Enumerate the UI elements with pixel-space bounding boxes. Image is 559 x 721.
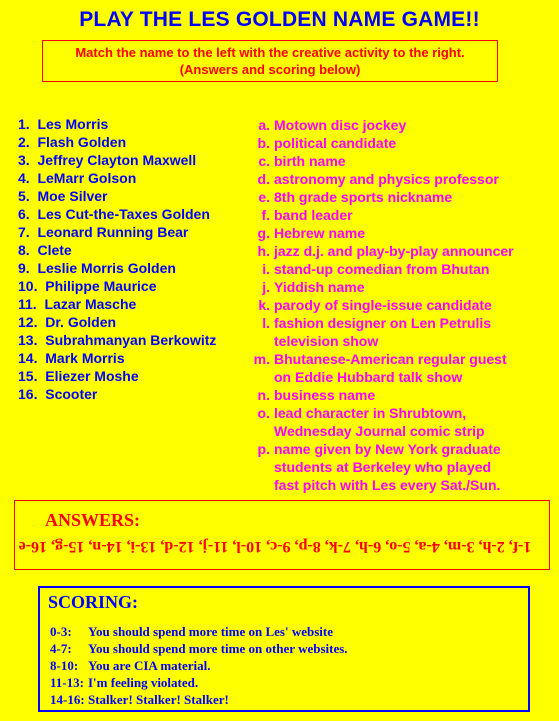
name-number: 10. bbox=[18, 278, 38, 294]
name-item bbox=[18, 295, 216, 313]
activity-letter: f. bbox=[261, 207, 270, 223]
activity-text: band leader bbox=[274, 207, 353, 223]
activity-letter: l. bbox=[262, 315, 270, 331]
activity-letter: b. bbox=[257, 135, 270, 151]
name-text: Leonard Running Bear bbox=[37, 224, 189, 240]
activity-letter: i. bbox=[262, 261, 270, 277]
name-item bbox=[18, 187, 216, 205]
activity-text: 8th grade sports nickname bbox=[274, 189, 453, 205]
name-text: LeMarr Golson bbox=[37, 170, 137, 186]
name-item bbox=[18, 367, 216, 385]
activity-text: Bhutanese-American regular guest on Eddie Hubbard talk show bbox=[274, 351, 507, 385]
scoring-text: You should spend more time on Les' website bbox=[88, 624, 333, 639]
scoring-row bbox=[50, 623, 348, 640]
name-item bbox=[18, 223, 216, 241]
activities-list bbox=[248, 116, 548, 494]
name-number: 15. bbox=[18, 368, 38, 384]
name-item bbox=[18, 133, 216, 151]
activity-letter: p. bbox=[257, 441, 270, 457]
instructions-line-2: (Answers and scoring below) bbox=[179, 62, 361, 77]
scoring-heading: SCORING: bbox=[48, 592, 139, 612]
activity-item bbox=[248, 350, 548, 386]
name-number: 6. bbox=[18, 206, 30, 222]
name-item bbox=[18, 277, 216, 295]
activity-item bbox=[248, 152, 548, 170]
name-number: 5. bbox=[18, 188, 30, 204]
name-item bbox=[18, 385, 216, 403]
activity-item bbox=[248, 440, 548, 494]
activity-letter: c. bbox=[258, 153, 270, 169]
activity-letter: e. bbox=[258, 189, 270, 205]
activity-letter: d. bbox=[257, 171, 270, 187]
activity-text: astronomy and physics professor bbox=[274, 171, 499, 187]
name-item bbox=[18, 115, 216, 133]
activity-letter: a. bbox=[258, 117, 270, 133]
name-text: Clete bbox=[37, 242, 72, 258]
name-number: 2. bbox=[18, 134, 30, 150]
name-number: 14. bbox=[18, 350, 38, 366]
activity-item bbox=[248, 386, 548, 404]
name-number: 11. bbox=[18, 296, 37, 312]
activity-letter: o. bbox=[257, 405, 270, 421]
instructions-line-1: Match the name to the left with the creative activity to the right. bbox=[75, 45, 465, 60]
answers-upside-down-text: 1-f, 2-h, 3-m, 4-a, 5-o, 6-h, 7-k, 8-p, 9-c, 10-l, 11-j, 12-d, 13-i, 14-n, 15-g, 16-e bbox=[18, 538, 532, 555]
activity-text: birth name bbox=[274, 153, 346, 169]
name-item bbox=[18, 349, 216, 367]
activity-text: jazz d.j. and play-by-play announcer bbox=[274, 243, 514, 259]
name-text: Subrahmanyan Berkowitz bbox=[45, 332, 217, 348]
activity-item bbox=[248, 116, 548, 134]
name-text: Flash Golden bbox=[37, 134, 127, 150]
instructions-box bbox=[42, 40, 498, 82]
activity-item bbox=[248, 242, 548, 260]
answers-heading: ANSWERS: bbox=[45, 510, 141, 530]
name-item bbox=[18, 259, 216, 277]
scoring-box bbox=[38, 586, 530, 712]
activity-letter: k. bbox=[258, 297, 270, 313]
activity-item bbox=[248, 224, 548, 242]
name-text: Lazar Masche bbox=[44, 296, 137, 312]
activity-text: stand-up comedian from Bhutan bbox=[274, 261, 490, 277]
activity-text: Motown disc jockey bbox=[274, 117, 407, 133]
name-text: Jeffrey Clayton Maxwell bbox=[37, 152, 197, 168]
activity-text: business name bbox=[274, 387, 376, 403]
scoring-row bbox=[50, 640, 348, 657]
activity-item bbox=[248, 296, 548, 314]
activity-letter: j. bbox=[262, 279, 270, 295]
name-number: 3. bbox=[18, 152, 30, 168]
scoring-text: I'm feeling violated. bbox=[88, 675, 199, 690]
activity-item bbox=[248, 134, 548, 152]
name-text: Moe Silver bbox=[37, 188, 108, 204]
activity-item bbox=[248, 206, 548, 224]
activity-letter: n. bbox=[257, 387, 270, 403]
name-number: 8. bbox=[18, 242, 30, 258]
name-number: 12. bbox=[18, 314, 38, 330]
name-item bbox=[18, 151, 216, 169]
activity-item bbox=[248, 404, 548, 440]
names-list bbox=[18, 115, 216, 403]
name-text: Scooter bbox=[45, 386, 98, 402]
answers-box bbox=[14, 500, 550, 570]
scoring-row bbox=[50, 657, 348, 674]
scoring-list bbox=[50, 623, 348, 708]
activity-item bbox=[248, 170, 548, 188]
name-number: 9. bbox=[18, 260, 30, 276]
name-text: Philippe Maurice bbox=[45, 278, 157, 294]
name-text: Leslie Morris Golden bbox=[37, 260, 176, 276]
activity-text: Hebrew name bbox=[274, 225, 366, 241]
activity-letter: m. bbox=[253, 351, 270, 367]
name-text: Dr. Golden bbox=[45, 314, 117, 330]
scoring-range: 11-13: bbox=[50, 675, 84, 690]
scoring-row bbox=[50, 691, 348, 708]
name-number: 16. bbox=[18, 386, 38, 402]
name-item bbox=[18, 241, 216, 259]
name-text: Mark Morris bbox=[45, 350, 125, 366]
scoring-range: 14-16: bbox=[50, 692, 85, 707]
name-number: 1. bbox=[18, 116, 30, 132]
activity-text: name given by New York graduate students at Berkeley who played fast pitch with Les every Sat./Sun. bbox=[274, 441, 501, 493]
scoring-range: 8-10: bbox=[50, 658, 79, 673]
name-item bbox=[18, 169, 216, 187]
activity-text: Yiddish name bbox=[274, 279, 365, 295]
name-number: 4. bbox=[18, 170, 30, 186]
name-item bbox=[18, 331, 216, 349]
activity-text: parody of single-issue candidate bbox=[274, 297, 492, 313]
activity-letter: g. bbox=[257, 225, 270, 241]
name-text: Les Morris bbox=[37, 116, 109, 132]
scoring-text: You are CIA material. bbox=[88, 658, 211, 673]
activity-text: lead character in Shrubtown, Wednesday Journal comic strip bbox=[274, 405, 485, 439]
activity-item bbox=[248, 314, 548, 350]
activity-text: fashion designer on Len Petrulis television show bbox=[274, 315, 492, 349]
activity-item bbox=[248, 260, 548, 278]
activity-item bbox=[248, 188, 548, 206]
name-number: 7. bbox=[18, 224, 30, 240]
name-text: Les Cut-the-Taxes Golden bbox=[37, 206, 210, 222]
scoring-row bbox=[50, 674, 348, 691]
name-item bbox=[18, 205, 216, 223]
activity-item bbox=[248, 278, 548, 296]
name-item bbox=[18, 313, 216, 331]
activity-text: political candidate bbox=[274, 135, 397, 151]
activity-letter: h. bbox=[257, 243, 270, 259]
name-number: 13. bbox=[18, 332, 38, 348]
scoring-text: Stalker! Stalker! Stalker! bbox=[88, 692, 229, 707]
scoring-range: 4-7: bbox=[50, 641, 72, 656]
scoring-text: You should spend more time on other websites. bbox=[88, 641, 348, 656]
page-title: PLAY THE LES GOLDEN NAME GAME!! bbox=[79, 8, 480, 31]
name-text: Eliezer Moshe bbox=[45, 368, 139, 384]
scoring-range: 0-3: bbox=[50, 624, 72, 639]
